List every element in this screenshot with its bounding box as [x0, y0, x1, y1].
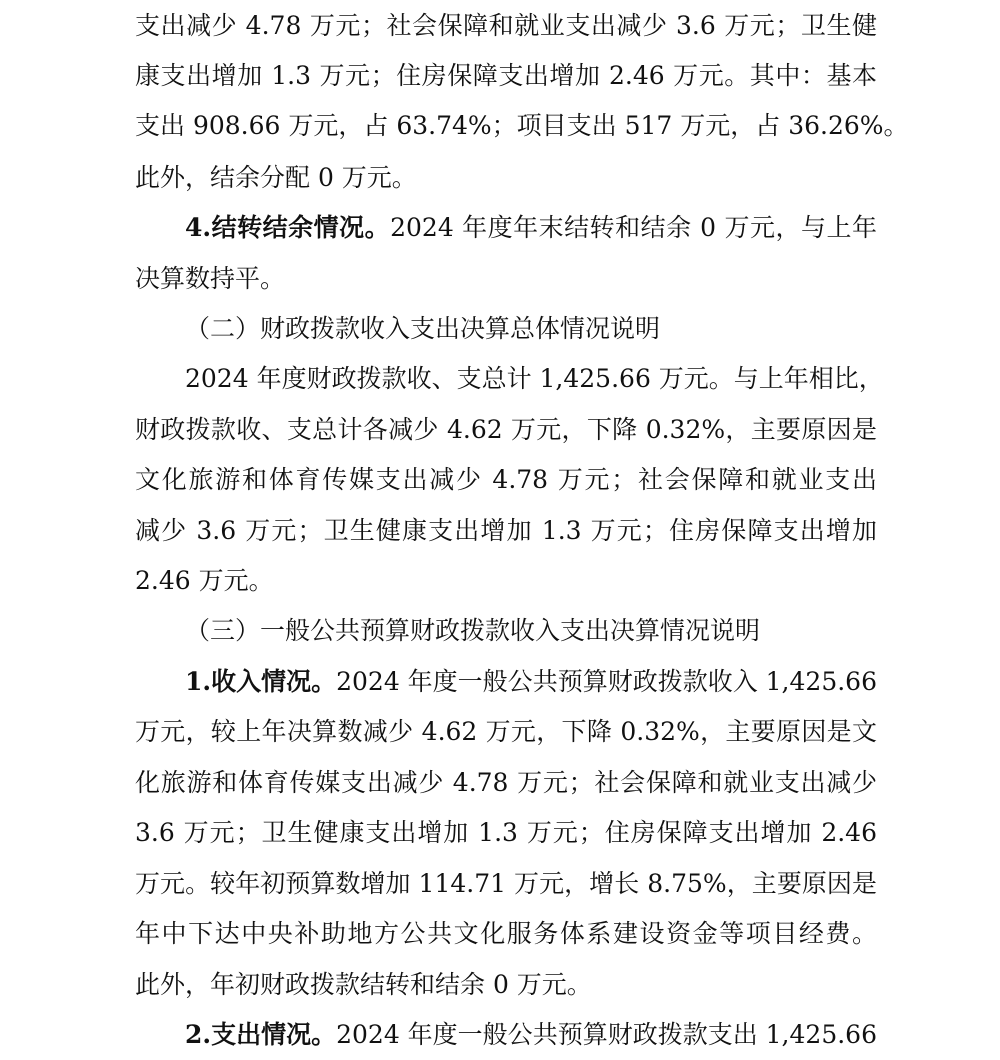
- expense-text: 2024 年度一般公共预算财政拨款支出 1,425.66: [336, 1020, 877, 1049]
- section-heading-2: （二）财政拨款收入支出决算总体情况说明: [185, 314, 661, 343]
- text-line-15: 万元，较上年决算数减少 4.62 万元，下降 0.32%，主要原因是文: [135, 717, 877, 746]
- text-line-3: 支出 908.66 万元，占 63.74%；项目支出 517 万元，占 36.26%。: [135, 111, 909, 140]
- text-line-20: 此外，年初财政拨款结转和结余 0 万元。: [135, 970, 592, 999]
- text-line-8: 2024 年度财政拨款收、支总计 1,425.66 万元。与上年相比，: [185, 364, 884, 393]
- income-text: 2024 年度一般公共预算财政拨款收入 1,425.66: [336, 667, 877, 696]
- text-line-19: 年中下达中央补助地方公共文化服务体系建设资金等项目经费。: [135, 919, 877, 948]
- text-line-4: 此外，结余分配 0 万元。: [135, 163, 417, 192]
- text-line-1: 支出减少 4.78 万元；社会保障和就业支出减少 3.6 万元；卫生健: [135, 11, 877, 40]
- text-line-12: 2.46 万元。: [135, 566, 274, 595]
- carryover-heading: 4.结转结余情况。: [185, 213, 391, 242]
- carryover-text: 2024 年度年末结转和结余 0 万元，与上年: [390, 213, 877, 242]
- text-line-10: 文化旅游和体育传媒支出减少 4.78 万元；社会保障和就业支出: [135, 465, 877, 494]
- text-line-16: 化旅游和体育传媒支出减少 4.78 万元；社会保障和就业支出减少: [135, 768, 877, 797]
- text-line-11: 减少 3.6 万元；卫生健康支出增加 1.3 万元；住房保障支出增加: [135, 516, 877, 545]
- text-line-18: 万元。较年初预算数增加 114.71 万元，增长 8.75%，主要原因是: [135, 869, 877, 898]
- income-heading: 1.收入情况。: [185, 667, 337, 696]
- expense-paragraph-line-1: [185, 1018, 877, 1052]
- carryover-paragraph-line-2: 决算数持平。: [135, 264, 286, 293]
- section-heading-3: （三）一般公共预算财政拨款收入支出决算情况说明: [185, 616, 761, 645]
- text-line-17: 3.6 万元；卫生健康支出增加 1.3 万元；住房保障支出增加 2.46: [135, 818, 877, 847]
- income-paragraph-line-1: [185, 665, 877, 699]
- expense-heading: 2.支出情况。: [185, 1020, 337, 1049]
- text-line-2: 康支出增加 1.3 万元；住房保障支出增加 2.46 万元。其中：基本: [135, 61, 877, 90]
- carryover-paragraph-line-1: [185, 211, 877, 245]
- text-line-9: 财政拨款收、支总计各减少 4.62 万元，下降 0.32%，主要原因是: [135, 415, 877, 444]
